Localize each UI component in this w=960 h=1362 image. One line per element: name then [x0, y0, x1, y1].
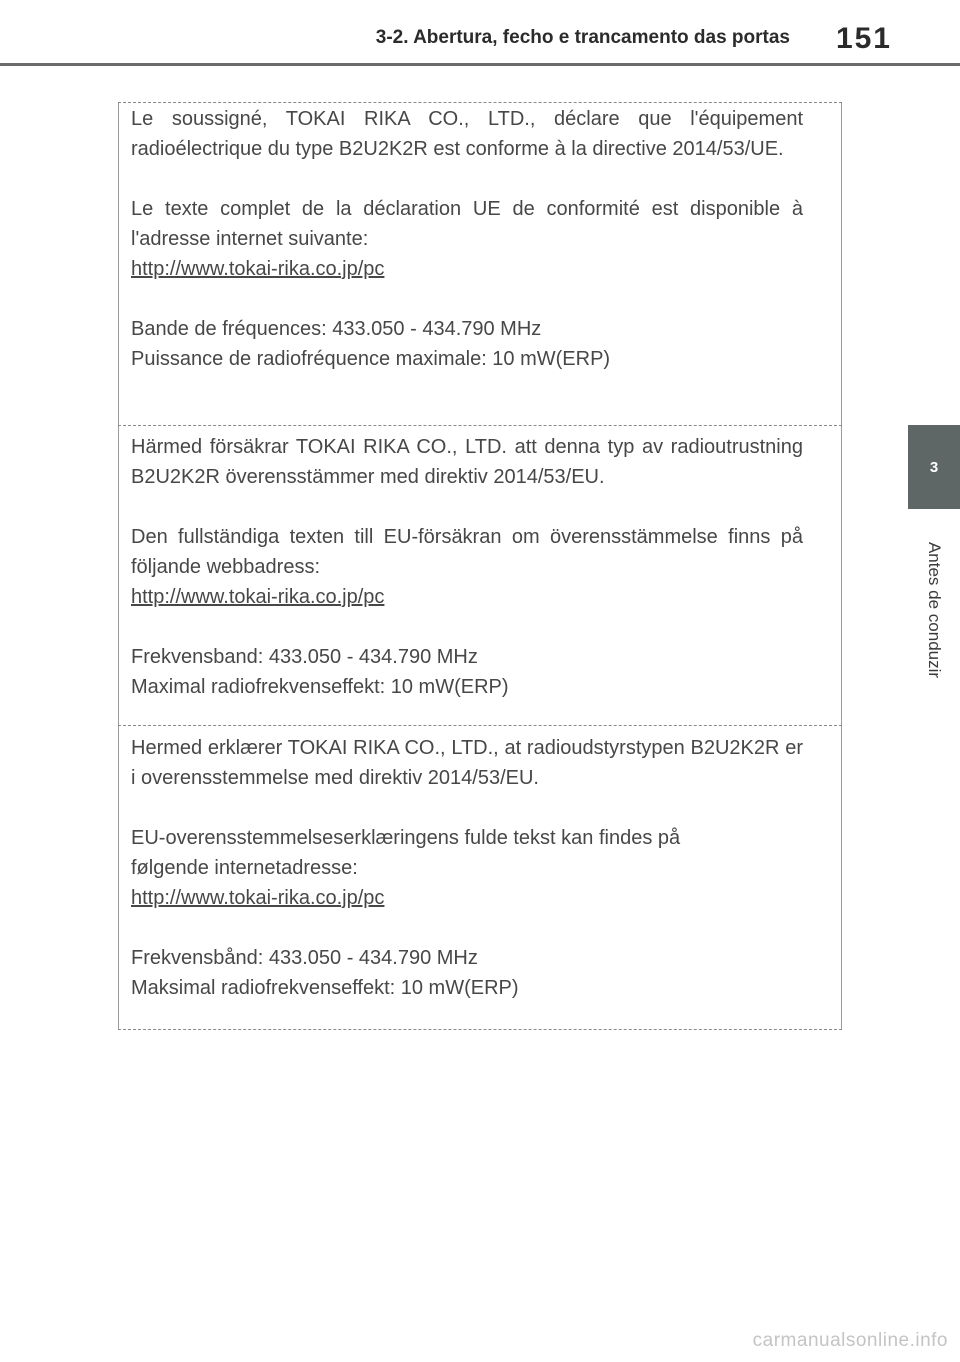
french-power: Puissance de radiofréquence maximale: 10 mW(ERP)	[131, 348, 611, 370]
swedish-band: Frekvensband: 433.050 - 434.790 MHz	[131, 646, 478, 668]
swedish-link[interactable]: http://www.tokai-rika.co.jp/pc	[131, 586, 385, 608]
box-top-border	[118, 102, 842, 103]
danish-band: Frekvensbånd: 433.050 - 434.790 MHz	[131, 947, 478, 969]
french-declaration	[131, 104, 803, 374]
swedish-declaration	[131, 432, 803, 702]
danish-full-text-line1: EU-overensstemmelseserklæringens fulde tekst kan findes på	[131, 827, 681, 849]
page-header	[0, 0, 960, 66]
chapter-tab	[908, 425, 960, 509]
header-divider	[0, 63, 960, 66]
danish-statement: Hermed erklærer TOKAI RIKA CO., LTD., at radioudstyrstypen B2U2K2R er i overensstemmelse med direktiv 2014/53/EU.	[131, 737, 803, 789]
swedish-power: Maximal radiofrekvenseffekt: 10 mW(ERP)	[131, 676, 509, 698]
swedish-full-text: Den fullständiga texten till EU-försäkran om överensstämmelse finns på följande webbadress:	[131, 526, 803, 578]
chapter-label: Antes de conduzir	[925, 541, 944, 679]
french-link[interactable]: http://www.tokai-rika.co.jp/pc	[131, 258, 385, 280]
swedish-statement: Härmed försäkrar TOKAI RIKA CO., LTD. att denna typ av radioutrustning B2U2K2R överensstämmer med direktiv 2014/53/EU.	[131, 436, 803, 488]
section-divider-1	[118, 425, 842, 426]
danish-link[interactable]: http://www.tokai-rika.co.jp/pc	[131, 887, 385, 909]
page-number: 151	[835, 22, 892, 55]
french-full-text: Le texte complet de la déclaration UE de conformité est disponible à l'adresse internet suivante:	[131, 198, 803, 250]
danish-full-text-line2: følgende internetadresse:	[131, 857, 358, 879]
chapter-number: 3	[929, 458, 939, 476]
box-bottom-border	[118, 1029, 842, 1030]
danish-power: Maksimal radiofrekvenseffekt: 10 mW(ERP)	[131, 977, 519, 999]
french-band: Bande de fréquences: 433.050 - 434.790 MHz	[131, 318, 542, 340]
danish-declaration	[131, 733, 803, 1003]
site-watermark: carmanualsonline.info	[752, 1330, 948, 1351]
french-statement: Le soussigné, TOKAI RIKA CO., LTD., déclare que l'équipement radioélectrique du type B2U2K2R est conforme à la directive 2014/53/UE.	[131, 108, 803, 160]
section-title: 3-2. Abertura, fecho e trancamento das portas	[375, 27, 790, 48]
section-divider-2	[118, 725, 842, 726]
